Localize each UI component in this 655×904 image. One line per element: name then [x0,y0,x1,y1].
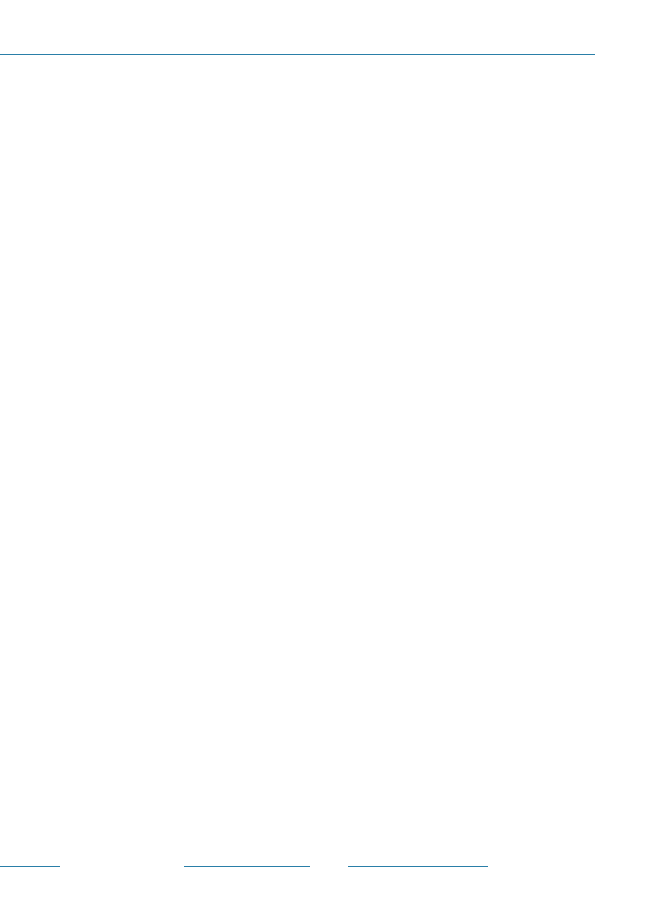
footer-rule-left [0,866,60,867]
footer-rule-mid [184,866,310,867]
header-rule [0,54,595,55]
footer-rule-right [348,866,488,867]
